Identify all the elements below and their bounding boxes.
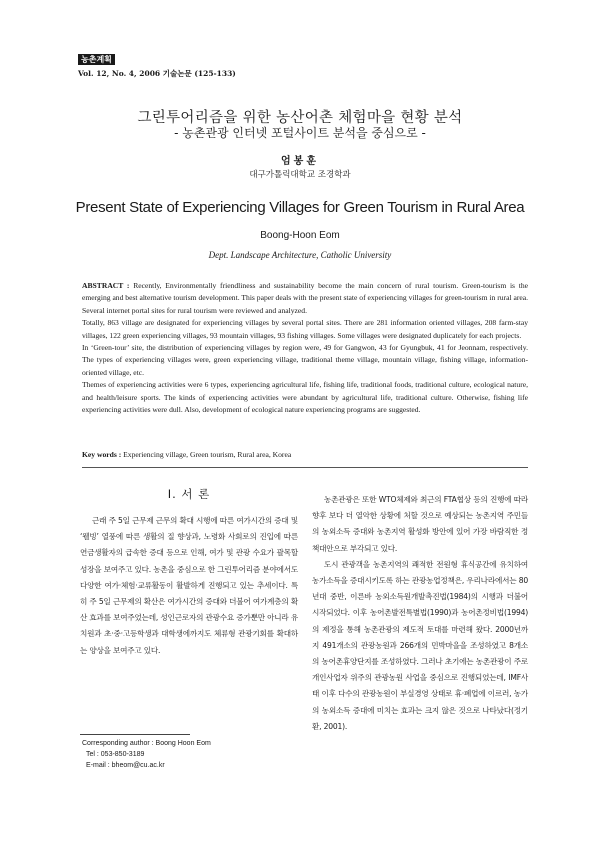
body-paragraph-3: 도시 관광객을 농촌지역의 쾌적한 전원형 휴식공간에 유치하여 농가소득을 증대시키도록 하는 관광농업정책은, 우리나라에서는 80년대 중반, 이른바 농외소득원개발촉진법(1984)의 시행과 더불어 시작되었다. 이후 농어촌발전특별법(1990)과 농어촌정비법(1994)의 제정을 통해 농촌관광의 제도적 토대를 마련해 왔다. 2000년까지 491개소의 관광농원과 266개의 민박마을을 조성하였고 8개소의 농어촌휴양단지를 조성하였다. 그러나 초기에는 농촌관광이 주로 개인사업자 위주의 관광농원 사업을 중심으로 진행되었는데, IMF사태 이후 다수의 관광농원이 부실경영 상태로 휴·폐업에 이르러, 농가의 농외소득 증대에 미치는 효과는 크지 않은 것으로 나타났다(정기환, 2001). [312,559,528,731]
abstract [82,280,528,416]
footnote-author: Corresponding author : Boong Hoon Eom [82,740,211,747]
keywords-text: Experiencing village, Green tourism, Rural area, Korea [123,450,292,459]
footnote-divider [80,734,190,735]
abstract-label: ABSTRACT : [82,281,130,290]
journal-badge: 농촌계획 [78,54,115,65]
section-heading: I. 서 론 [167,487,211,501]
footnote-email: E-mail : bheom@cu.ac.kr [86,762,165,769]
abstract-paragraph [82,280,528,317]
column-left [80,486,298,659]
footnote [82,738,282,771]
title-english: Present State of Experiencing Villages for Green Tourism in Rural Area [75,199,525,216]
author-english: Boong-Hoon Eom [260,230,340,241]
affiliation-english: Dept. Landscape Architecture, Catholic University [208,250,392,260]
abstract-text-4: Themes of experiencing activities were 6 types, experiencing agricultural life, fishing life, traditional foods, traditional culture, ecological nature, and health/leisure sports. The kinds of experiencing activities were abundant by agricultural life, traditional culture. Otherwise, fishing life experiencing activities were dull. Also, development of ecological nature experiencing programs are suggested. [82,380,528,415]
affiliation-korean: 대구가톨릭대학교 조경학과 [249,170,351,180]
journal-info: Vol. 12, No. 4, 2006 기술논문 (125-133) [78,69,236,78]
author-korean: 엄봉훈 [281,156,319,167]
body-paragraph-1: 근래 주 5일 근무제 근무의 확대 시행에 따른 여가시간의 증대 및 ‘웰빙’ 열풍에 따른 생활의 질 향상과, 노령화 사회로의 진입에 따른 연금생활자의 급속한 증대 등으로 인해, 여가 및 관광 수요가 괄목할 성장을 보여주고 있다. 농촌을 중심으로 한 그린투어리즘 분야에서도 다양한 여가·체험·교류활동이 활발하게 진행되고 있는 추세이다. 특히 주 5일 근무제의 확산은 여가시간의 증대와 더불어 여가계층의 확산 효과를 보여주었는데, 성인근로자의 관광수요 증가뿐만 아니라 유치원과 초·중·고등학생과 대학생에까지도 체류형 관광기회를 확대하는 양상을 보여주고 있다. [80,516,298,655]
abstract-text-2: Totally, 863 village are designated for experiencing villages by several portal sites. There are 281 information oriented villages, 208 farm-stay villages, 122 green experiencing villages, 93 mountain villages, 93 fishing villages. Some villages were designated duplicately for each projects. [82,318,528,340]
column-right [312,492,528,735]
keywords [82,450,528,459]
footnote-tel: Tel : 053-850-3189 [86,751,145,758]
abstract-text-3: In ‘Green-tour’ site, the distribution of experiencing villages by region were, 49 for Gangwon, 43 for Gyungbuk, 41 for Jeonnam, respectively. The types of experiencing villages were, green experiencing village, traditional theme village, mountain village, fishing village, information-oriented village, etc. [82,343,528,377]
abstract-text-1: Recently, Environmentally friendliness and sustainability become the main concern of rural tourism. Green-tourism is the emerging and best alternative tourism development. This paper deals with the present state of experiencing villages for green-tourism in rural area. Several internet portal sites for rural tourism were reviewed and analyzed. [82,281,528,315]
body-paragraph-2: 농촌관광은 또한 WTO체제와 최근의 FTA협상 등의 진행에 따라 향후 보다 더 열악한 상황에 처할 것으로 예상되는 농촌지역 주민들의 농외소득 증대와 농촌지역 활성화 방안에 있어 가장 바람직한 정책대안으로 부각되고 있다. [312,495,528,553]
divider [82,467,528,468]
title-korean: 그린투어리즘을 위한 농산어촌 체험마을 현황 분석 [137,110,463,126]
keywords-label: Key words : [82,450,122,459]
subtitle-korean: - 농촌관광 인터넷 포털사이트 분석을 중심으로 - [174,126,426,140]
